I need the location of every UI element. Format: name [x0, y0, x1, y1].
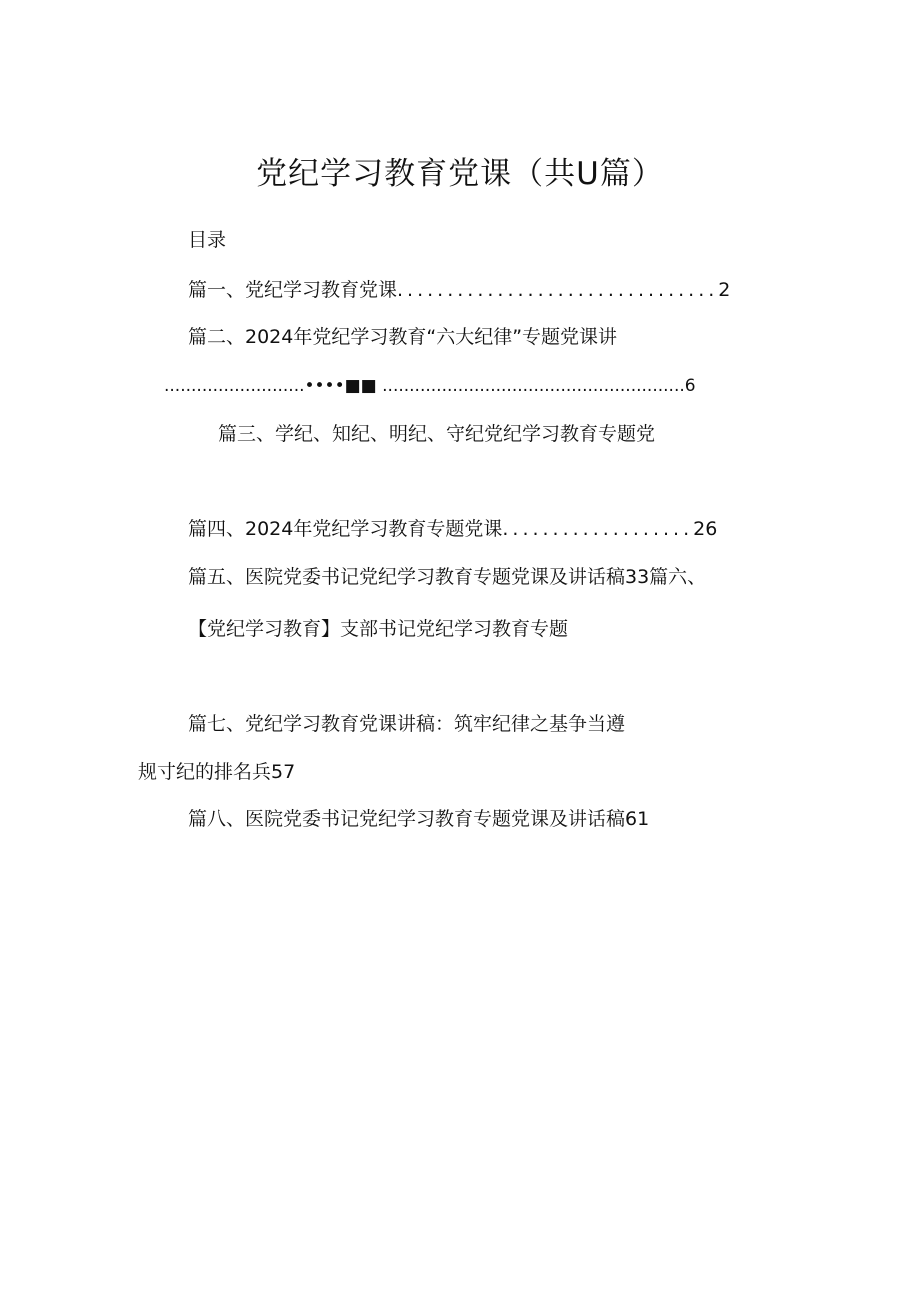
- toc-entry-4-page: 26: [693, 518, 718, 540]
- toc-entry-7-text: 篇七、党纪学习教育党课讲稿：筑牢纪律之基争当遵: [188, 713, 626, 735]
- toc-entry-4-text: 篇四、2024年党纪学习教育专题党课: [188, 518, 503, 540]
- toc-entry-3-text: 篇三、学纪、知纪、明纪、守纪党纪学习教育专题党: [218, 423, 656, 445]
- toc-entry-5[interactable]: [188, 565, 706, 589]
- toc-entry-2[interactable]: [188, 325, 617, 349]
- toc-entry-2-leader: ..........................••••■■ ........................................................: [164, 376, 685, 396]
- toc-entry-4[interactable]: [188, 517, 717, 541]
- toc-entry-8[interactable]: [188, 807, 649, 831]
- toc-entry-7-continuation-text: 规寸纪的排名兵57: [138, 761, 296, 783]
- toc-entry-1-page: 2: [718, 279, 731, 301]
- toc-entry-1[interactable]: [188, 278, 730, 302]
- toc-entry-5-text: 篇五、医院党委书记党纪学习教育专题党课及讲话稿33篇六、: [188, 566, 707, 588]
- toc-heading: 目录: [188, 229, 227, 251]
- toc-entry-2-continuation[interactable]: [164, 374, 696, 398]
- toc-entry-6[interactable]: [188, 617, 568, 641]
- toc-entry-8-text: 篇八、医院党委书记党纪学习教育专题党课及讲话稿61: [188, 808, 650, 830]
- toc-entry-6-text: 【党纪学习教育】支部书记党纪学习教育专题: [188, 618, 569, 640]
- toc-entry-7-continuation[interactable]: [138, 760, 295, 784]
- toc-entry-1-text: 篇一、党纪学习教育党课: [188, 279, 398, 301]
- toc-entry-2-page: 6: [684, 376, 696, 396]
- toc-entry-7[interactable]: [188, 712, 625, 736]
- document-title: 党纪学习教育党课（共U篇）: [256, 156, 664, 192]
- toc-entry-4-leader: ...................: [502, 518, 694, 540]
- toc-entry-2-text: 篇二、2024年党纪学习教育“六大纪律”专题党课讲: [188, 326, 618, 348]
- toc-entry-1-leader: ................................: [397, 279, 719, 301]
- toc-entry-3[interactable]: [218, 422, 655, 446]
